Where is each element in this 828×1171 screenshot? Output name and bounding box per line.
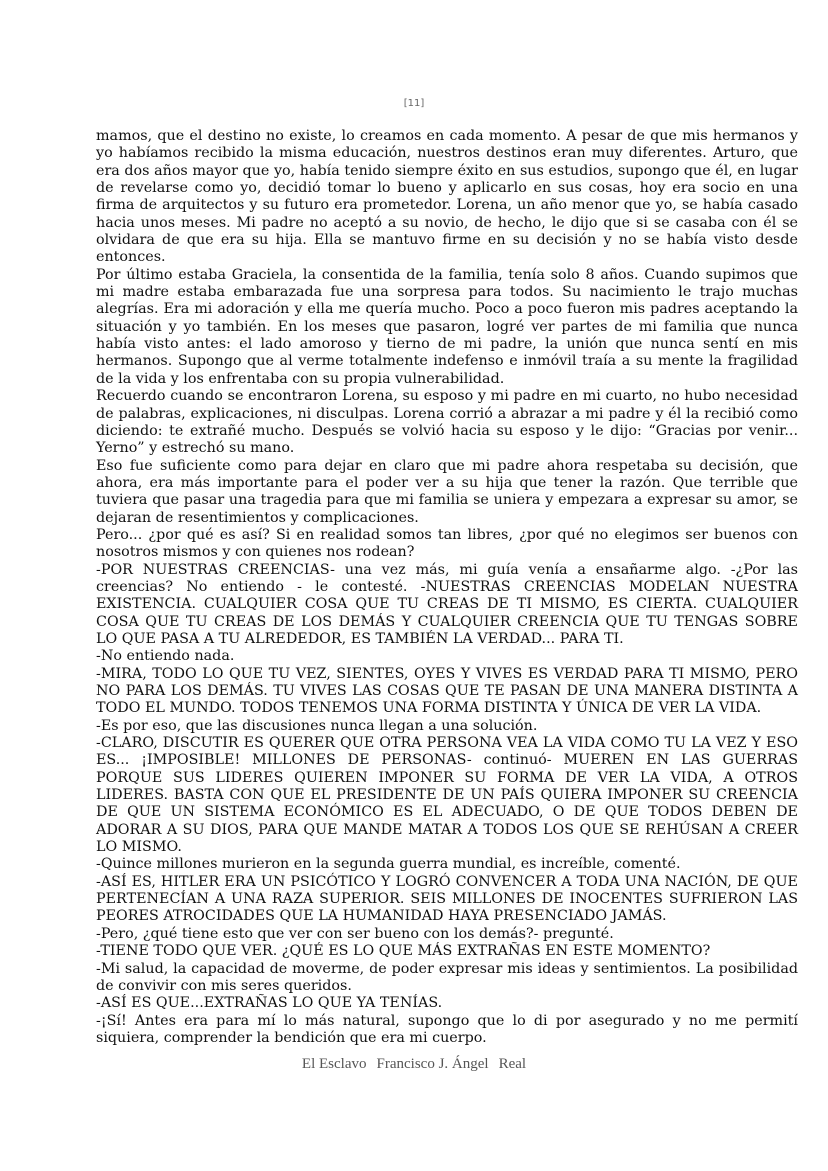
paragraph: -¡Sí! Antes era para mí lo más natural, supongo que lo di por asegurado y no me permití siquiera, comprender la bendición que era mi cuerpo. — [96, 1012, 798, 1046]
paragraph: Recuerdo cuando se encontraron Lorena, su esposo y mi padre en mi cuarto, no hubo necesidad de palabras, explicaciones, ni disculpas. Lorena corrió a abrazar a mi padre y él la recibió como diciendo: te extrañé mucho. Después se volvió hacia su esposo y le dijo: “Gracias por venir... Yerno” y estrechó su mano. — [96, 388, 798, 457]
paragraph: Por último estaba Graciela, la consentida de la familia, tenía solo 8 años. Cuando supimos que mi madre estaba embarazada fue una sorpresa para todos. Su nacimiento le trajo muchas alegrías. Era mi adoración y ella me quería mucho. Poco a poco fueron mis padres aceptando la situación y yo también. En los meses que pasaron, logré ver partes de mi familia que nunca había visto antes: el lado amoroso y tierno de mi padre, la unión que nunca sentí en mis hermanos. Supongo que al verme totalmente indefenso e inmóvil traía a su mente la fragilidad de la vida y los enfrentaba con su propia vulnerabilidad. — [96, 266, 798, 387]
paragraph: mamos, que el destino no existe, lo creamos en cada momento. A pesar de que mis hermanos y yo habíamos recibido la misma educación, nuestros destinos eran muy diferentes. Arturo, que era dos años mayor que yo, había tenido siempre éxito en sus estudios, supongo que él, en lugar de revelarse como yo, decidió tomar lo bueno y aplicarlo en sus cosas, hoy era socio en una firma de arquitectos y su futuro era prometedor. Lorena, un año menor que yo, se había casado hacia unos meses. Mi padre no aceptó a su novio, de hecho, le dijo que si se casaba con él se olvidara de que era su hija. Ella se mantuvo firme en su decisión y no se había visto desde entonces. — [96, 128, 798, 266]
body-text — [96, 128, 798, 1047]
paragraph: -ASÍ ES QUE...EXTRAÑAS LO QUE YA TENÍAS. — [96, 995, 443, 1012]
paragraph: -ASÍ ES, HITLER ERA UN PSICÓTICO Y LOGRÓ CONVENCER A TODA UNA NACIÓN, DE QUE PERTENECÍAN A UNA RAZA SUPERIOR. SEIS MILLONES DE INOCENTES SUFRIERON LAS PEORES ATROCIDADES QUE LA HUMANIDAD HAYA PRESENCIADO JAMÁS. — [96, 873, 798, 925]
paragraph: Pero... ¿por qué es así? Si en realidad somos tan libres, ¿por qué no elegimos ser buenos con nosotros mismos y con quienes nos rodean? — [96, 526, 798, 561]
paragraph: -CLARO, DISCUTIR ES QUERER QUE OTRA PERSONA VEA LA VIDA COMO TU LA VEZ Y ESO ES... ¡IMPOSIBLE! MILLONES DE PERSONAS- continuó- MUEREN EN LAS GUERRAS PORQUE SUS LIDERES QUIEREN IMPONER SU FORMA DE VER LA VIDA, A OTROS LIDERES. BASTA CON QUE EL PRESIDENTE DE UN PAÍS QUIERA IMPONER SU CREENCIA DE QUE UN SISTEMA ECONÓMICO ES EL ADECUADO, O DE QUE TODOS DEBEN DE ADORAR A SU DIOS, PARA QUE MANDE MATAR A TODOS LOS QUE SE REHÚSAN A CREER LO MISMO. — [96, 735, 798, 856]
footer-book-title: El Esclavo — [301, 1056, 367, 1072]
page-number: [11] — [403, 98, 425, 109]
paragraph: -MIRA, TODO LO QUE TU VEZ, SIENTES, OYES Y VIVES ES VERDAD PARA TI MISMO, PERO NO PARA LOS DEMÁS. TU VIVES LAS COSAS QUE TE PASAN DE UNA MANERA DISTINTA A TODO EL MUNDO. TODOS TENEMOS UNA FORMA DISTINTA Y ÚNICA DE VER LA VIDA. — [96, 665, 798, 717]
paragraph: -Es por eso, que las discusiones nunca llegan a una solución. — [96, 717, 538, 734]
paragraph: -POR NUESTRAS CREENCIAS- una vez más, mi guía venía a ensañarme algo. -¿Por las creencias? No entiendo - le contesté. -NUESTRAS CREENCIAS MODELAN NUESTRA EXISTENCIA. CUALQUIER COSA QUE TU CREAS DE TI MISMO, ES CIERTA. CUALQUIER COSA QUE TU CREAS DE LOS DEMÁS Y CUALQUIER CREENCIA QUE TU TENGAS SOBRE LO QUE PASA A TU ALREDEDOR, ES TAMBIÉN LA VERDAD... PARA TI. — [96, 561, 798, 647]
paragraph: Eso fue suficiente como para dejar en claro que mi padre ahora respetaba su decisión, que ahora, era más importante para el poder ver a su hija que tener la razón. Que terrible que tuviera que pasar una tragedia para que mi familia se uniera y empezara a expresar su amor, se dejaran de resentimientos y complicaciones. — [96, 457, 798, 526]
paragraph: -Mi salud, la capacidad de moverme, de poder expresar mis ideas y sentimientos. La posibilidad de convivir con mis seres queridos. — [96, 960, 798, 994]
footer-author: Francisco J. Ángel — [376, 1056, 489, 1072]
paragraph: -Pero, ¿qué tiene esto que ver con ser bueno con los demás?- pregunté. — [96, 925, 614, 942]
page-footer — [0, 1056, 828, 1073]
paragraph: -No entiendo nada. — [96, 648, 235, 665]
paragraph: -TIENE TODO QUE VER. ¿QUÉ ES LO QUE MÁS EXTRAÑAS EN ESTE MOMENTO? — [96, 943, 711, 960]
paragraph: -Quince millones murieron en la segunda guerra mundial, es increíble, comenté. — [96, 856, 681, 873]
footer-author-surname: Real — [498, 1056, 527, 1072]
